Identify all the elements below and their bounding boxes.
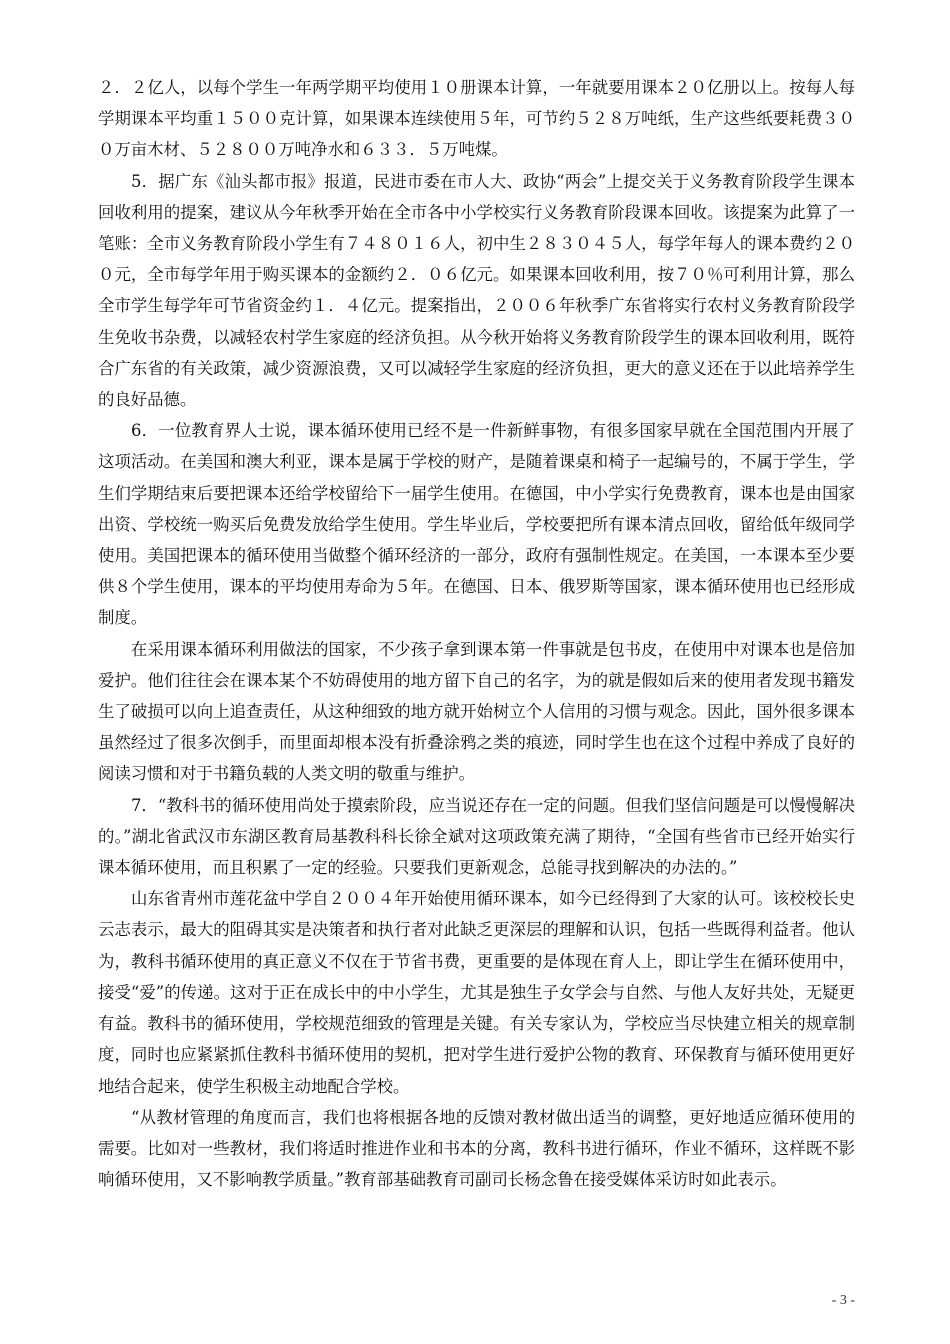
paragraph-item-7: 7．“教科书的循环使用尚处于摸索阶段，应当说还存在一定的问题。但我们坚信问题是可以慢慢解决的。”湖北省武汉市东湖区教育局基教科科长徐全斌对这项政策充满了期待，“全国有些省市已经开始实行课本循环使用，而且积累了一定的经验。只要我们更新观念，总能寻找到解决的办法的。” (98, 795, 855, 878)
document-body (98, 72, 855, 1195)
paragraph-textbook-care: 在采用课本循环利用做法的国家，不少孩子拿到课本第一件事就是包书皮，在使用中对课本也是倍加爱护。他们往往会在课本某个不妨碍使用的地方留下自己的名字，为的就是假如后来的使用者发现书籍发生了破损可以向上追查责任，从这种细致的地方就开始树立个人信用的习惯与观念。因此，国外很多课本虽然经过了很多次倒手，而里面却根本没有折叠涂鸦之类的痕迹，同时学生也在这个过程中养成了良好的阅读习惯和对于书籍负载的人类文明的敬重与维护。 (98, 639, 855, 784)
paragraph-item-5: 5．据广东《汕头都市报》报道，民进市委在市人大、政协“两会”上提交关于义务教育阶段学生课本回收利用的提案，建议从今年秋季开始在全市各中小学校实行义务教育阶段课本回收。该提案为此算了一笔账：全市义务教育阶段小学生有７４８０１６人，初中生２８３０４５人，每学年每人的课本费约２００元，全市每学年用于购买课本的金额约２．０６亿元。如果课本回收利用，按７０％可利用计算，那么全市学生每学年可节省资金约１．４亿元。提案指出，２００６年秋季广东省将实行农村义务教育阶段学生免收书杂费，以减轻农村学生家庭的经济负担。从今秋开始将义务教育阶段学生的课本回收利用，既符合广东省的有关政策，减少资源浪费，又可以减轻学生家庭的经济负担，更大的意义还在于以此培养学生的良好品德。 (98, 171, 855, 410)
paragraph-ministry-quote: “从教材管理的角度而言，我们也将根据各地的反馈对教材做出适当的调整，更好地适应循环使用的需要。比如对一些教材，我们将适时推进作业和书本的分离，教科书进行循环，作业不循环，这样既不影响循环使用，又不影响教学质量。”教育部基础教育司副司长杨念鲁在接受媒体采访时如此表示。 (98, 1107, 855, 1190)
paragraph-continued: ２．２亿人，以每个学生一年两学期平均使用１０册课本计算，一年就要用课本２０亿册以上。按每人每学期课本平均重１５００克计算，如果课本连续使用５年，可节约５２８万吨纸，生产这些纸要耗费３００万亩木材、５２８００万吨净水和６３３．５万吨煤。 (98, 78, 855, 160)
page-number: - 3 - (831, 1293, 855, 1308)
paragraph-item-6: 6．一位教育界人士说，课本循环使用已经不是一件新鲜事物，有很多国家早就在全国范围内开展了这项活动。在美国和澳大利亚，课本是属于学校的财产，是随着课桌和椅子一起编号的，不属于学生，学生们学期结束后要把课本还给学校留给下一届学生使用。在德国，中小学实行免费教育，课本也是由国家出资、学校统一购买后免费发放给学生使用。学生毕业后，学校要把所有课本清点回收，留给低年级同学使用。美国把课本的循环使用当做整个循环经济的一部分，政府有强制性规定。在美国，一本课本至少要供８个学生使用，课本的平均使用寿命为５年。在德国、日本、俄罗斯等国家，课本循环使用也已经形成制度。 (98, 421, 855, 628)
paragraph-qingzhou-school: 山东省青州市莲花盆中学自２００４年开始使用循环课本，如今已经得到了大家的认可。该校校长史云志表示，最大的阻碍其实是决策者和执行者对此缺乏更深层的理解和认识，包括一些既得利益者。他认为，教科书循环使用的真正意义不仅在于节省书费，更重要的是体现在育人上，即让学生在循环使用中，接受“爱”的传递。这对于正在成长中的中小学生，尤其是独生子女学会与自然、与他人友好共处，无疑更有益。教科书的循环使用，学校规范细致的管理是关键。有关专家认为，学校应当尽快建立相关的规章制度，同时也应紧紧抓住教科书循环使用的契机，把对学生进行爱护公物的教育、环保教育与循环使用更好地结合起来，使学生积极主动地配合学校。 (98, 889, 855, 1096)
